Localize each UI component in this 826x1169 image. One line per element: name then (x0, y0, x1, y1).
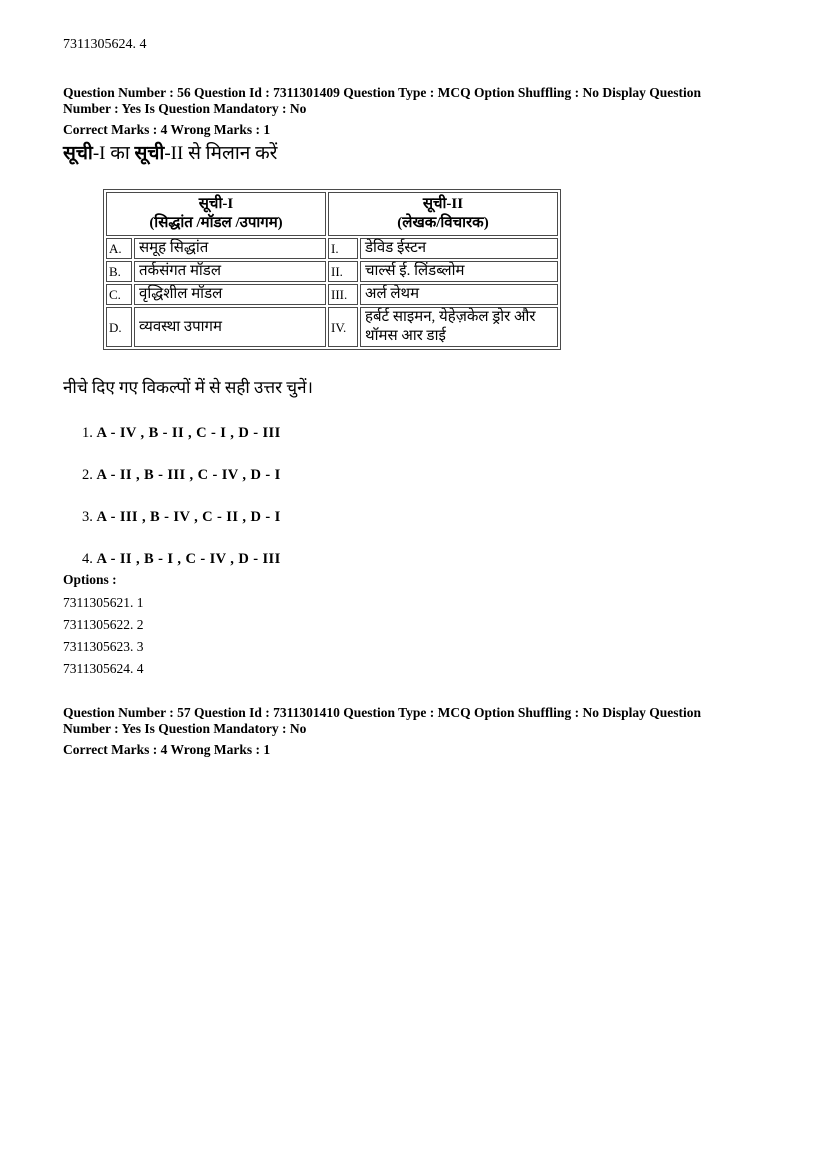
row-i-text: डेविड ईस्टन (360, 238, 558, 259)
table-row (106, 261, 558, 282)
row-c-text: वृद्धिशील मॉडल (134, 284, 326, 305)
row-d-text: व्यवस्था उपागम (134, 307, 326, 347)
match-prompt-seg4: -II से मिलान करें (164, 143, 278, 164)
match-prompt-seg2: -I का (92, 143, 135, 164)
page-top-id: 7311305624. 4 (63, 37, 147, 52)
answer-option-4 (82, 550, 281, 568)
question57-meta (63, 705, 773, 758)
row-a-label: A. (106, 238, 132, 259)
answer-option-1-text: A - IV , B - II , C - I , D - III (96, 425, 281, 441)
question56-meta (63, 85, 773, 138)
option-id-list (63, 592, 144, 680)
question56-header-line2: Number : Yes Is Question Mandatory : No (63, 101, 307, 116)
question56-match-prompt (63, 143, 277, 165)
match-prompt-seg3: सूची (134, 143, 165, 164)
table-row (106, 284, 558, 305)
row-b-text: तर्कसंगत मॉडल (134, 261, 326, 282)
match-table-header-row (106, 192, 558, 236)
col1-header-sub: (सिद्धांत /मॉडल /उपागम) (149, 215, 283, 231)
row-ii-label: II. (328, 261, 358, 282)
answer-option-4-text: A - II , B - I , C - IV , D - III (96, 551, 281, 567)
row-a-text: समूह सिद्धांत (134, 238, 326, 259)
row-c-label: C. (106, 284, 132, 305)
col2-header-title: सूची-II (422, 196, 464, 212)
options-label: Options : (63, 572, 117, 587)
option-id-3: 7311305623. 3 (63, 639, 144, 654)
answer-option-3 (82, 508, 281, 526)
col2-header-sub: (लेखक/विचारक) (397, 215, 489, 231)
row-iii-text: अर्ल लेथम (360, 284, 558, 305)
answer-option-3-number: 3. (82, 509, 93, 525)
match-table-col2-header (328, 192, 558, 236)
answer-option-1 (82, 424, 281, 442)
answer-option-4-number: 4. (82, 551, 93, 567)
option-id-2: 7311305622. 2 (63, 617, 144, 632)
row-iii-label: III. (328, 284, 358, 305)
row-iv-text: हर्बर्ट साइमन, येहेज़केल ड्रोर और थॉमस आर डाई (360, 307, 558, 347)
answer-option-2-number: 2. (82, 467, 93, 483)
row-d-label: D. (106, 307, 132, 347)
answer-option-3-text: A - III , B - IV , C - II , D - I (96, 509, 281, 525)
row-b-label: B. (106, 261, 132, 282)
table-row (106, 238, 558, 259)
match-table (103, 189, 561, 350)
question57-header-line1: Question Number : 57 Question Id : 7311301410 Question Type : MCQ Option Shuffling : No Display Question (63, 705, 701, 720)
match-prompt-seg1: सूची (63, 143, 93, 164)
table-row (106, 307, 558, 347)
col1-header-title: सूची-I (198, 196, 234, 212)
answer-option-2 (82, 466, 281, 484)
option-id-4: 7311305624. 4 (63, 661, 144, 676)
question56-instruction: नीचे दिए गए विकल्पों में से सही उत्तर चुनें। (63, 378, 313, 397)
answer-option-2-text: A - II , B - III , C - IV , D - I (96, 467, 281, 483)
question57-marks-line: Correct Marks : 4 Wrong Marks : 1 (63, 742, 271, 757)
row-ii-text: चार्ल्स ई. लिंडब्लोम (360, 261, 558, 282)
answer-option-1-number: 1. (82, 425, 93, 441)
option-id-1: 7311305621. 1 (63, 595, 144, 610)
question57-header-line2: Number : Yes Is Question Mandatory : No (63, 721, 307, 736)
row-iv-label: IV. (328, 307, 358, 347)
question56-header-line1: Question Number : 56 Question Id : 7311301409 Question Type : MCQ Option Shuffling : No Display Question (63, 85, 701, 100)
match-table-col1-header (106, 192, 326, 236)
question56-marks-line: Correct Marks : 4 Wrong Marks : 1 (63, 122, 271, 137)
row-i-label: I. (328, 238, 358, 259)
